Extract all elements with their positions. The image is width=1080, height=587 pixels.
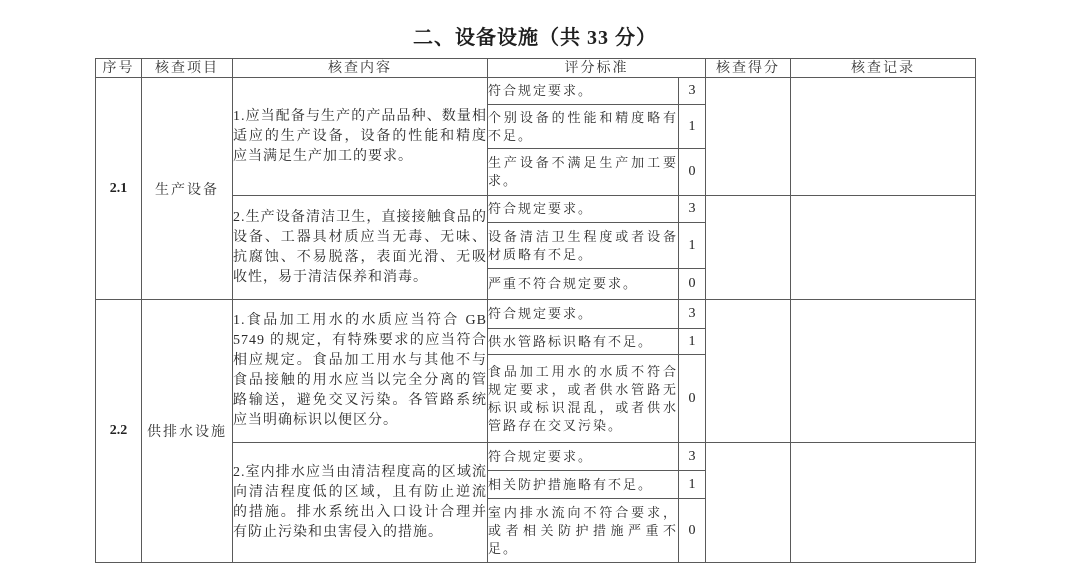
criterion-text: 食品加工用水的水质不符合规定要求，或者供水管路无标识或标识混乱，或者供水管路存在交叉污染。 xyxy=(488,355,679,443)
criterion-text: 符合规定要求。 xyxy=(488,300,679,329)
inspection-score-cell xyxy=(706,300,791,443)
criterion-points: 1 xyxy=(679,105,706,149)
criterion-text: 个别设备的性能和精度略有不足。 xyxy=(488,105,679,149)
inspection-score-cell xyxy=(706,196,791,300)
header-score: 核查得分 xyxy=(706,59,791,78)
header-record: 核查记录 xyxy=(791,59,976,78)
criterion-points: 1 xyxy=(679,223,706,269)
page-title: 二、设备设施（共 33 分） xyxy=(413,27,657,49)
criterion-points: 0 xyxy=(679,499,706,563)
criterion-points: 0 xyxy=(679,149,706,196)
criterion-text: 室内排水流向不符合要求，或者相关防护措施严重不足。 xyxy=(488,499,679,563)
inspection-item: 生产设备 xyxy=(142,78,233,300)
criterion-points: 0 xyxy=(679,269,706,300)
inspection-record-cell xyxy=(791,196,976,300)
criterion-text: 设备清洁卫生程度或者设备材质略有不足。 xyxy=(488,223,679,269)
criterion-text: 符合规定要求。 xyxy=(488,196,679,223)
criterion-points: 3 xyxy=(679,78,706,105)
criterion-points: 3 xyxy=(679,300,706,329)
section-number: 2.1 xyxy=(96,78,142,300)
inspection-record-cell xyxy=(791,78,976,196)
criterion-text: 相关防护措施略有不足。 xyxy=(488,471,679,499)
inspection-score-cell xyxy=(706,78,791,196)
inspection-record-cell xyxy=(791,300,976,443)
header-content: 核查内容 xyxy=(233,59,488,78)
criterion-text: 严重不符合规定要求。 xyxy=(488,269,679,300)
criterion-points: 0 xyxy=(679,355,706,443)
section-number: 2.2 xyxy=(96,300,142,563)
inspection-content: 2.室内排水应当由清洁程度高的区域流向清洁程度低的区域，且有防止逆流的措施。排水系统出入口设计合理并有防止污染和虫害侵入的措施。 xyxy=(233,443,488,563)
inspection-score-cell xyxy=(706,443,791,563)
criterion-points: 1 xyxy=(679,471,706,499)
inspection-content: 1.应当配备与生产的产品品种、数量相适应的生产设备，设备的性能和精度应当满足生产加工的要求。 xyxy=(233,78,488,196)
criterion-points: 3 xyxy=(679,196,706,223)
inspection-content: 2.生产设备清洁卫生，直接接触食品的设备、工器具材质应当无毒、无味、抗腐蚀、不易脱落，表面光滑、无吸收性，易于清洁保养和消毒。 xyxy=(233,196,488,300)
criterion-text: 符合规定要求。 xyxy=(488,443,679,471)
criterion-points: 3 xyxy=(679,443,706,471)
table-row xyxy=(96,78,976,105)
table-header-row xyxy=(96,59,976,78)
header-item: 核查项目 xyxy=(142,59,233,78)
header-criteria: 评分标准 xyxy=(488,59,706,78)
criterion-points: 1 xyxy=(679,329,706,355)
inspection-table xyxy=(95,58,976,563)
criterion-text: 生产设备不满足生产加工要求。 xyxy=(488,149,679,196)
inspection-item: 供排水设施 xyxy=(142,300,233,563)
criterion-text: 符合规定要求。 xyxy=(488,78,679,105)
criterion-text: 供水管路标识略有不足。 xyxy=(488,329,679,355)
inspection-content: 1.食品加工用水的水质应当符合 GB 5749 的规定，有特殊要求的应当符合相应规定。食品加工用水与其他不与食品接触的用水应当以完全分离的管路输送，避免交叉污染。各管路系统应当明确标识以便区分。 xyxy=(233,300,488,443)
header-seq: 序号 xyxy=(96,59,142,78)
inspection-record-cell xyxy=(791,443,976,563)
table-row xyxy=(96,300,976,329)
